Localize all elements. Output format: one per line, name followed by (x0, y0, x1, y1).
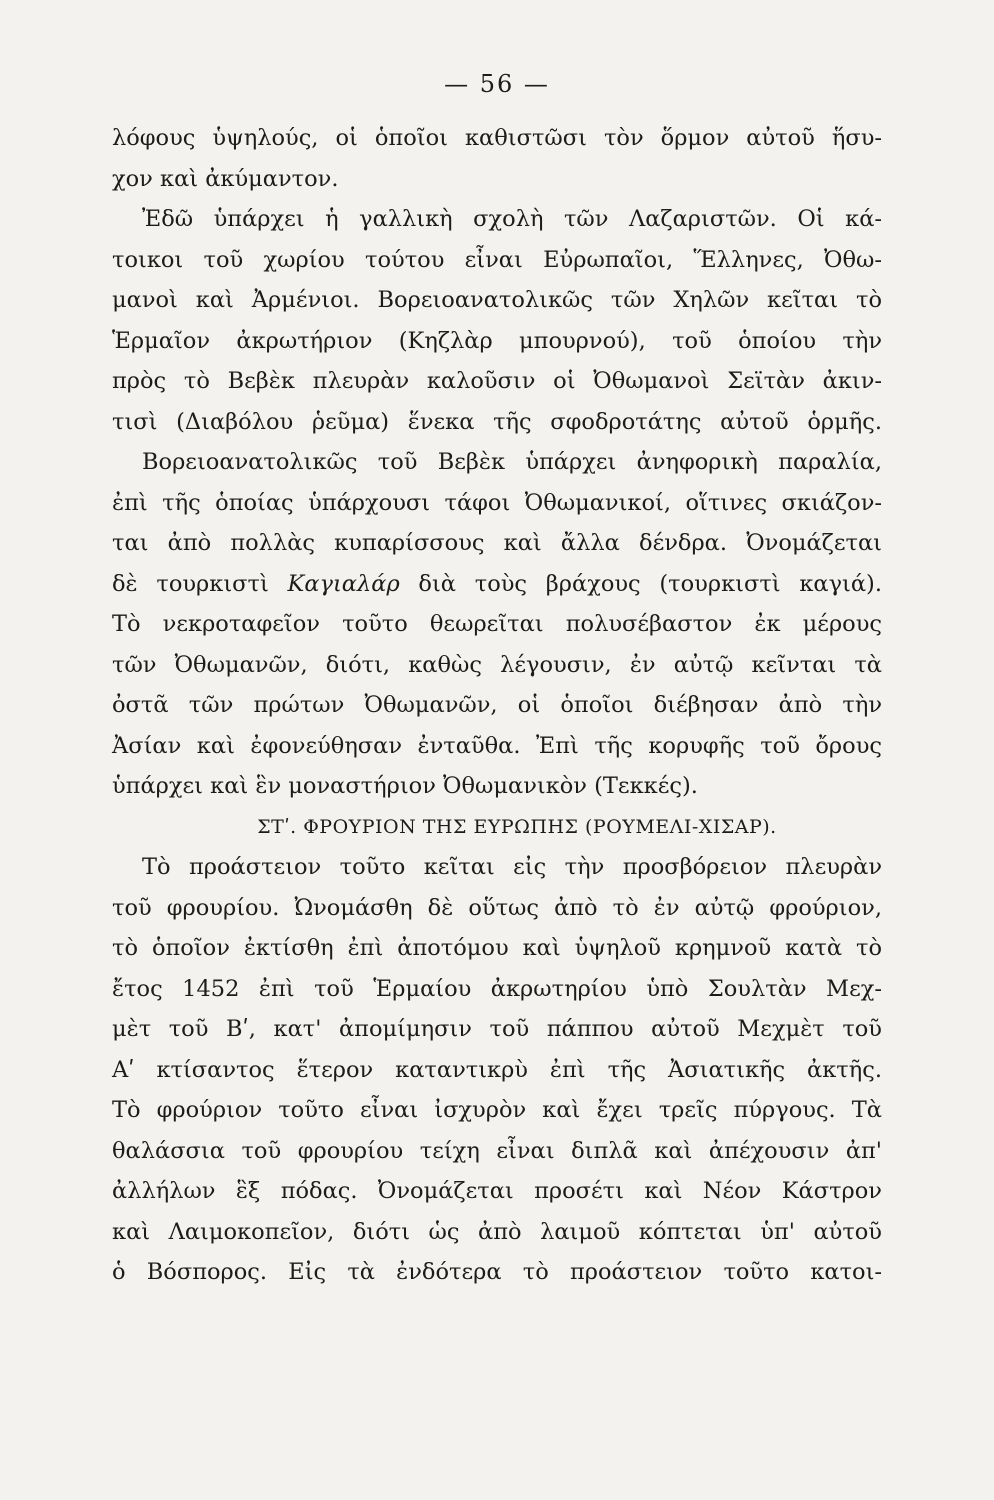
text-line: μανοὶ καὶ Ἀρμένιοι. Βορειοανατολικῶς τῶν Χηλῶν κεῖται τὸ (112, 287, 882, 313)
text-line: λόφους ὑψηλούς, οἱ ὁποῖοι καθιστῶσι τὸν ὅρμον αὐτοῦ ἥσυ- (112, 125, 882, 151)
text-line: καὶ Λαιμοκοπεῖον, διότι ὡς ἀπὸ λαιμοῦ κόπτεται ὑπ' αὐτοῦ (112, 1218, 882, 1245)
text-line-with-italic (112, 564, 882, 605)
text-line: χον καὶ ἀκύμαντον. (112, 165, 339, 192)
text-line: τισὶ (Διαβόλου ῥεῦμα) ἕνεκα τῆς σφοδροτάτης αὐτοῦ ὁρμῆς. (112, 408, 882, 435)
text-line: τοικοι τοῦ χωρίου τούτου εἶναι Εὐρωπαῖοι, Ἕλληνες, Ὀθω- (112, 246, 882, 273)
text-fragment: δὲ τουρκιστὶ (112, 570, 288, 597)
text-line: τὸ ὁποῖον ἐκτίσθη ἐπὶ ἀποτόμου καὶ ὑψηλοῦ κρημνοῦ κατὰ τὸ (112, 935, 882, 961)
text-line: ὀστᾶ τῶν πρώτων Ὀθωμανῶν, οἱ ὁποῖοι διέβησαν ἀπὸ τὴν (112, 692, 882, 718)
text-line: ται ἀπὸ πολλὰς κυπαρίσσους καὶ ἄλλα δένδρα. Ὀνομάζεται (112, 530, 882, 556)
text-line: ὁ Βόσπορος. Εἰς τὰ ἐνδότερα τὸ προάστειον τοῦτο κατοι- (112, 1259, 882, 1285)
text-line: ἀλλήλων ἓξ πόδας. Ὀνομάζεται προσέτι καὶ Νέον Κάστρον (112, 1178, 882, 1204)
text-line: Ἀσίαν καὶ ἐφονεύθησαν ἐνταῦθα. Ἐπὶ τῆς κορυφῆς τοῦ ὄρους (112, 732, 882, 759)
text-line: Τὸ νεκροταφεῖον τοῦτο θεωρεῖται πολυσέβαστον ἐκ μέρους (112, 611, 882, 637)
text-line: ἐπὶ τῆς ὁποίας ὑπάρχουσι τάφοι Ὀθωμανικοί, οἵτινες σκιάζον- (112, 489, 882, 516)
text-line: θαλάσσια τοῦ φρουρίου τείχη εἶναι διπλᾶ καὶ ἀπέχουσιν ἀπ' (112, 1137, 882, 1164)
text-line: ὑπάρχει καὶ ἓν μοναστήριον Ὀθωμανικὸν (Τεκκές). (112, 773, 698, 799)
italic-term: Καγιαλάρ (287, 570, 400, 597)
text-fragment: διὰ τοὺς βράχους (τουρκιστὶ καγιά). (399, 570, 882, 597)
text-line: Τὸ προάστειον τοῦτο κεῖται εἰς τὴν προσβόρειον πλευρὰν (142, 854, 882, 880)
text-line: Ἑρμαῖον ἀκρωτήριον (Κηζλὰρ μπουρνού), τοῦ ὁποίου τὴν (112, 327, 882, 354)
body-text (112, 118, 882, 1293)
text-line: Αʹ κτίσαντος ἕτερον καταντικρὺ ἐπὶ τῆς Ἀσιατικῆς ἀκτῆς. (112, 1056, 882, 1083)
text-line: τοῦ φρουρίου. Ὠνομάσθη δὲ οὕτως ἀπὸ τὸ ἐν αὐτῷ φρούριον, (112, 894, 882, 921)
text-line: τῶν Ὀθωμανῶν, διότι, καθὼς λέγουσιν, ἐν αὐτῷ κεῖνται τὰ (112, 651, 882, 678)
text-line: πρὸς τὸ Βεβὲκ πλευρὰν καλοῦσιν οἱ Ὀθωμανοὶ Σεϊτὰν ἀκιν- (112, 368, 882, 394)
section-heading: ΣΤʹ. ΦΡΟΥΡΙΟΝ ΤΗΣ ΕΥΡΩΠΗΣ (ΡΟΥΜΕΛΙ-ΧΙΣΑΡ). (257, 815, 777, 838)
text-line: μὲτ τοῦ Βʹ, κατ' ἀπομίμησιν τοῦ πάππου αὐτοῦ Μεχμὲτ τοῦ (112, 1016, 882, 1042)
text-line: Ἐδῶ ὑπάρχει ἡ γαλλικὴ σχολὴ τῶν Λαζαριστῶν. Οἱ κά- (142, 206, 882, 232)
text-line: ἔτος 1452 ἐπὶ τοῦ Ἑρμαίου ἀκρωτηρίου ὑπὸ Σουλτὰν Μεχ- (112, 975, 882, 1002)
page-number: — 56 — (444, 70, 550, 98)
text-line: Βορειοανατολικῶς τοῦ Βεβὲκ ὑπάρχει ἀνηφορικὴ παραλία, (142, 449, 882, 475)
text-line: Τὸ φρούριον τοῦτο εἶναι ἰσχυρὸν καὶ ἔχει τρεῖς πύργους. Τὰ (112, 1097, 882, 1123)
